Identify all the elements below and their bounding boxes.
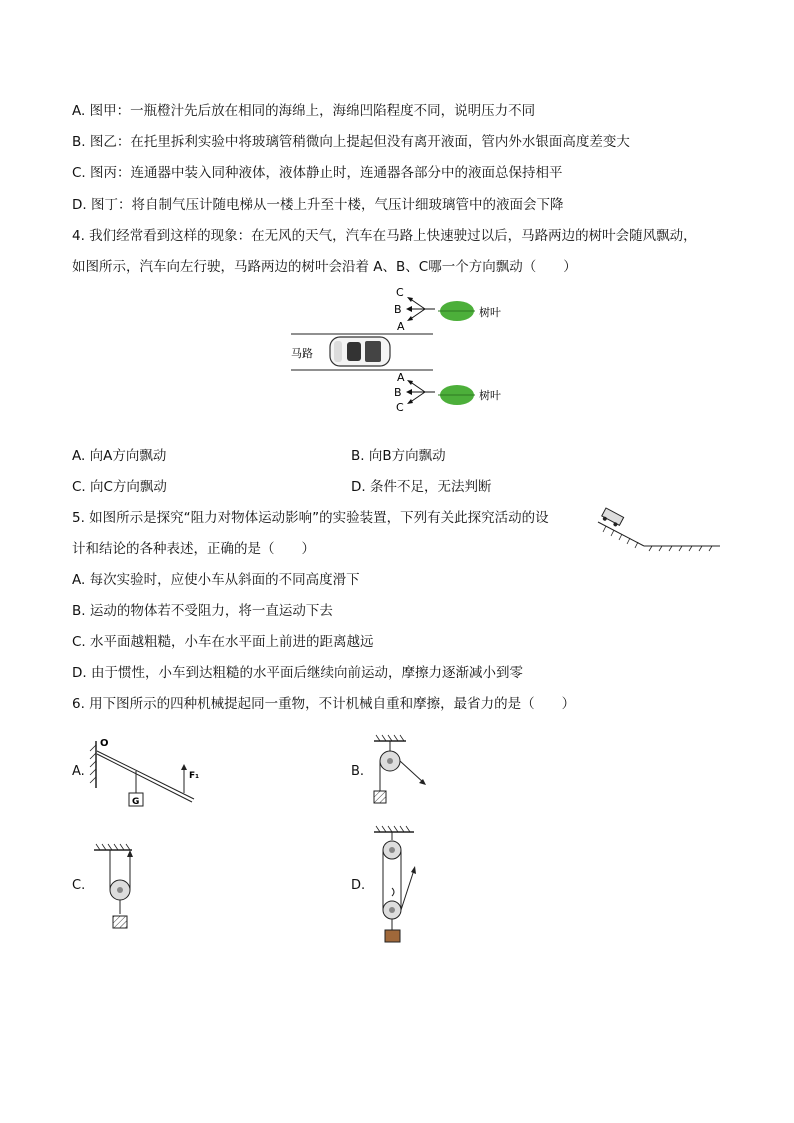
q5-ramp-figure bbox=[596, 508, 724, 553]
q6-option-a-label: A. bbox=[72, 764, 85, 779]
leaf-label-top: 树叶 bbox=[479, 306, 501, 319]
q5-option-d: D. 由于惯性，小车到达粗糙的水平面后继续向前运动，摩擦力逐渐减小到零 bbox=[72, 665, 523, 681]
top-label-a: A bbox=[397, 320, 405, 333]
weight-label: G bbox=[132, 797, 140, 807]
q6-movable-pulley-figure bbox=[92, 842, 152, 934]
q5-stem-line1: 5. 如图所示是探究“阻力对物体运动影响”的实验装置，下列有关此探究活动的设 bbox=[72, 510, 549, 526]
q4-option-c: C. 向C方向飘动 bbox=[72, 479, 167, 495]
q6-stem: 6. 用下图所示的四种机械提起同一重物，不计机械自重和摩擦，最省力的是（ ） bbox=[72, 696, 576, 712]
leaf-icon bbox=[438, 385, 475, 405]
q6-option-d-label: D. bbox=[351, 878, 366, 893]
q5-stem-line2: 计和结论的各种表述，正确的是（ ） bbox=[72, 541, 315, 557]
q5-option-c: C. 水平面越粗糙，小车在水平面上前进的距离越远 bbox=[72, 634, 374, 650]
leaf-label-bottom: 树叶 bbox=[479, 389, 501, 402]
top-label-c: C bbox=[396, 286, 404, 299]
q6-fixed-pulley-figure bbox=[370, 733, 440, 815]
q6-lever-figure bbox=[88, 733, 218, 813]
road-label: 马路 bbox=[291, 347, 313, 360]
q5-option-a: A. 每次实验时，应使小车从斜面的不同高度滑下 bbox=[72, 572, 360, 588]
q4-stem-line2: 如图所示，汽车向左行驶，马路两边的树叶会沿着 A、B、C哪一个方向飘动（ ） bbox=[72, 259, 577, 275]
q6-option-c-label: C. bbox=[72, 878, 86, 893]
q4-car-road-figure bbox=[285, 280, 525, 415]
top-direction-arrows bbox=[408, 298, 435, 320]
q6-option-b-label: B. bbox=[351, 764, 365, 779]
q6-pulley-block-figure bbox=[370, 826, 430, 946]
car-icon bbox=[330, 337, 390, 366]
bottom-direction-arrows bbox=[408, 381, 435, 403]
q3-option-a: A. 图甲：一瓶橙汁先后放在相同的海绵上，海绵凹陷程度不同，说明压力不同 bbox=[72, 103, 536, 119]
leaf-icon bbox=[438, 301, 475, 321]
q4-option-a: A. 向A方向飘动 bbox=[72, 448, 167, 464]
q3-option-b: B. 图乙：在托里拆利实验中将玻璃管稍微向上提起但没有离开液面，管内外水银面高度差变大 bbox=[72, 134, 630, 150]
q3-option-c: C. 图丙：连通器中装入同种液体，液体静止时，连通器各部分中的液面总保持相平 bbox=[72, 165, 563, 181]
bottom-label-a: A bbox=[397, 371, 405, 384]
bottom-label-b: B bbox=[394, 386, 402, 399]
q4-option-d: D. 条件不足，无法判断 bbox=[351, 479, 492, 495]
q4-option-b: B. 向B方向飘动 bbox=[351, 448, 446, 464]
bottom-label-c: C bbox=[396, 401, 404, 414]
top-label-b: B bbox=[394, 303, 402, 316]
q3-option-d: D. 图丁：将自制气压计随电梯从一楼上升至十楼，气压计细玻璃管中的液面会下降 bbox=[72, 197, 564, 213]
force-label: F₁ bbox=[189, 771, 200, 781]
pivot-label: O bbox=[100, 738, 109, 749]
q4-stem-line1: 4. 我们经常看到这样的现象：在无风的天气，汽车在马路上快速驶过以后，马路两边的树叶会随风飘动， bbox=[72, 228, 697, 244]
q5-option-b: B. 运动的物体若不受阻力，将一直运动下去 bbox=[72, 603, 333, 619]
